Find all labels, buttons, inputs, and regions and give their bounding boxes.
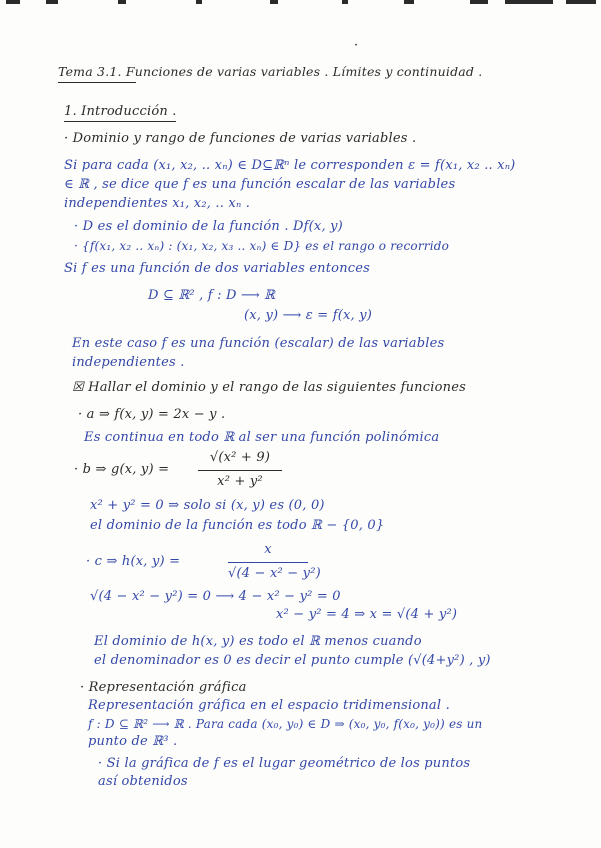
scalar-note-line-2: independientes . (72, 355, 185, 370)
topic-domain-heading: · Dominio y rango de funciones de varias variables . (64, 131, 417, 146)
topic-graph-heading: · Representación gráfica (80, 680, 247, 695)
graph-text-line-2: f : D ⊆ ℝ² ⟶ ℝ . Para cada (x₀, y₀) ∈ D ⇒ (x₀, y₀, f(x₀, y₀)) es un (88, 717, 483, 731)
item-c-fraction-bar (228, 562, 308, 563)
section-underline (64, 121, 176, 122)
item-b-line-1: x² + y² = 0 ⇒ solo si (x, y) es (0, 0) (90, 498, 325, 513)
two-vars-line: Si f es una función de dos variables entonces (64, 261, 371, 276)
item-c-line-1: √(4 − x² − y²) = 0 ⟶ 4 − x² − y² = 0 (90, 589, 341, 604)
item-b-numerator: √(x² + 9) (209, 450, 271, 465)
item-c-label: · c ⇒ h(x, y) = (86, 554, 181, 569)
item-b-fraction-bar (198, 470, 282, 471)
item-c-line-2: x² − y² = 4 ⇒ x = √(4 + y²) (276, 607, 458, 622)
definition-line-1: Si para cada (x₁, x₂, .. xₙ) ∈ D⊆ℝⁿ le corresponden ε = f(x₁, x₂ .. xₙ) (64, 158, 516, 173)
graph-text-line-3: punto de ℝ³ . (88, 734, 178, 749)
graph-bullet-line-1: · Si la gráfica de f es el lugar geométrico de los puntos (98, 756, 471, 771)
item-b-label: · b ⇒ g(x, y) = (74, 462, 170, 477)
scalar-note-line-1: En este caso f es una función (escalar) de las variables (72, 336, 445, 351)
range-bullet: · {f(x₁, x₂ .. xₙ) : (x₁, x₂, x₃ .. xₙ) ∈ D} es el rango o recorrido (74, 239, 450, 253)
dot-mark: · (354, 38, 359, 53)
top-edge-marks (0, 0, 601, 6)
graph-text-line-1: Representación gráfica en el espacio tridimensional . (88, 698, 450, 713)
item-a-function: · a ⇒ f(x, y) = 2x − y . (78, 407, 226, 422)
item-b-denominator: x² + y² (217, 474, 263, 489)
graph-bullet-line-2: así obtenidos (98, 774, 188, 789)
title-underline (58, 82, 136, 83)
definition-line-3: independientes x₁, x₂, .. xₙ . (64, 196, 251, 211)
definition-line-2: ∈ ℝ , se dice que f es una función escalar de las variables (64, 177, 456, 192)
exercise-heading: ☒ Hallar el dominio y el rango de las siguientes funciones (72, 380, 466, 395)
mapping-line-2: (x, y) ⟶ ε = f(x, y) (244, 308, 373, 323)
domain-bullet: · D es el dominio de la función . Df(x, y) (74, 219, 343, 234)
item-a-note: Es continua en todo ℝ al ser una función polinómica (84, 430, 440, 445)
item-c-denominator: √(4 − x² − y²) (228, 566, 321, 581)
mapping-line-1: D ⊆ ℝ² , f : D ⟶ ℝ (148, 288, 276, 303)
item-c-numerator: x (264, 542, 272, 557)
section-heading: 1. Introducción . (64, 104, 177, 119)
item-b-line-2: el dominio de la función es todo ℝ − {0, 0} (90, 518, 385, 533)
item-c-note-line-1: El dominio de h(x, y) es todo el ℝ menos cuando (94, 634, 422, 649)
page-title: Tema 3.1. Funciones de varias variables . Límites y continuidad . (58, 64, 483, 79)
item-c-note-line-2: el denominador es 0 es decir el punto cumple (√(4+y²) , y) (94, 653, 491, 668)
